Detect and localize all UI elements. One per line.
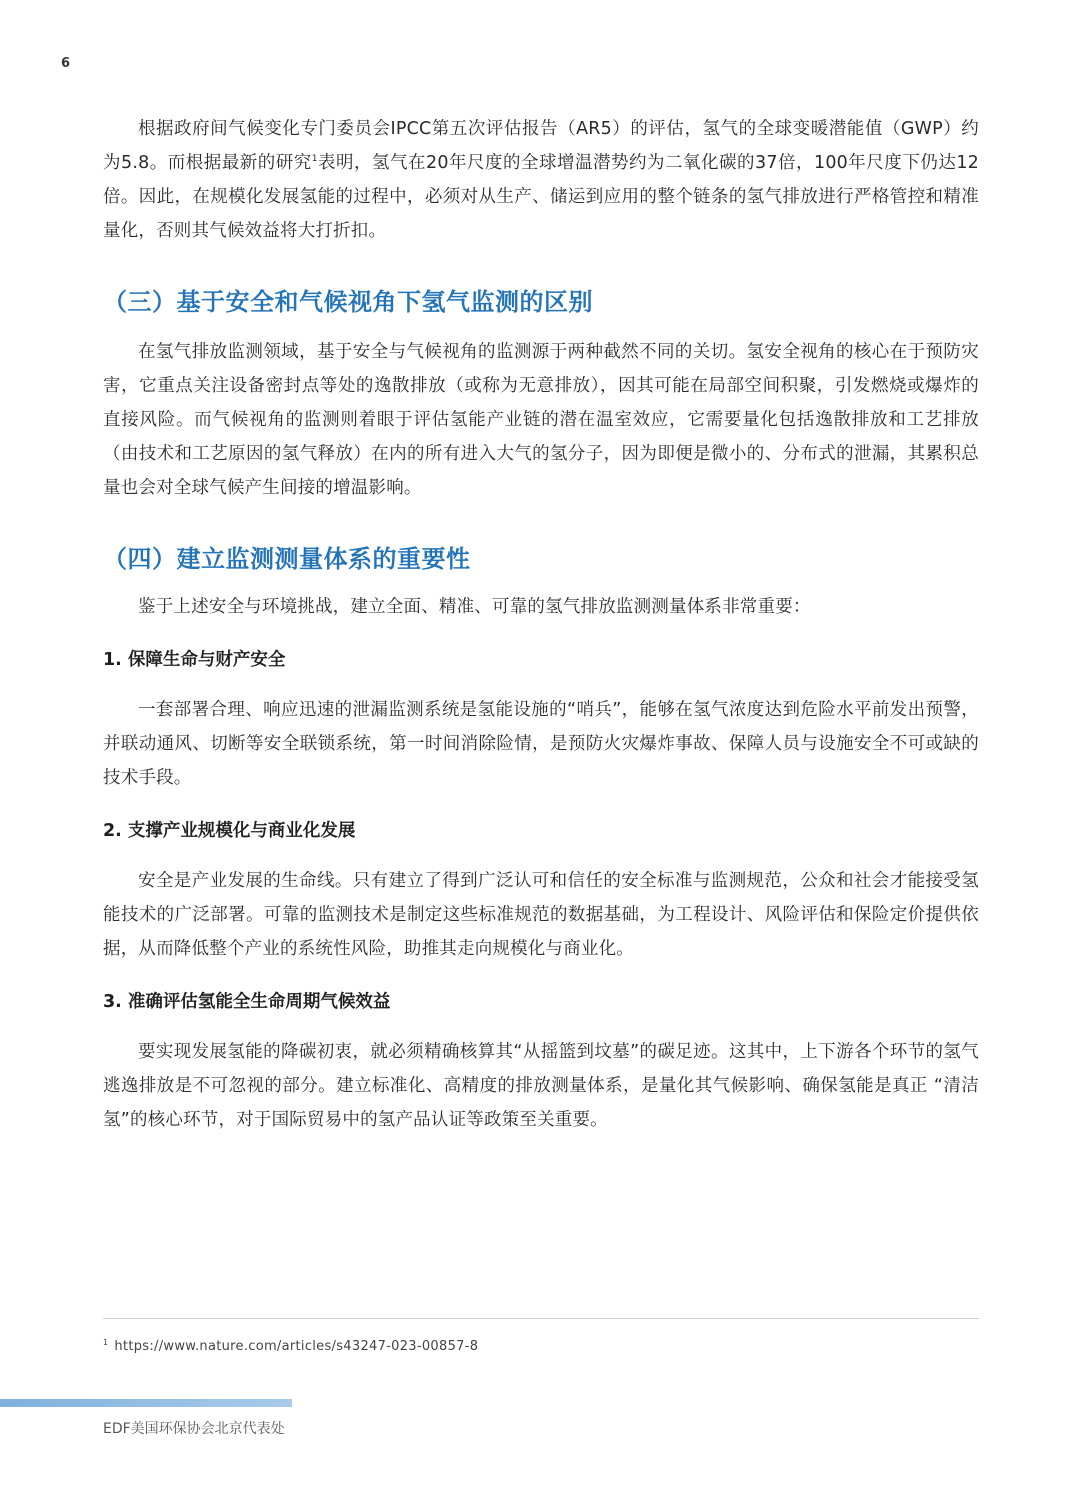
footnote-reference[interactable]: 1 (311, 154, 318, 165)
footnote (103, 1339, 478, 1354)
item-3-paragraph: 要实现发展氢能的降碳初衷，就必须精确核算其“从摇篮到坟墓”的碳足迹。这其中，上下游各个环节的氢气逃逸排放是不可忽视的部分。建立标准化、高精度的排放测量体系，是量化其气候影响、确保氢能是真正 “清洁氢”的核心环节，对于国际贸易中的氢产品认证等政策至关重要。 (103, 1042, 979, 1130)
section-4-heading: （四）建立监测测量体系的重要性 (103, 545, 471, 573)
footnote-divider (103, 1318, 979, 1319)
main-content (103, 112, 979, 1137)
item-3-heading: 3. 准确评估氢能全生命周期气候效益 (103, 992, 391, 1012)
section-4-intro: 鉴于上述安全与环境挑战，建立全面、精准、可靠的氢气排放监测测量体系非常重要： (138, 597, 811, 617)
intro-text-part2: 表明，氢气在20年尺度的全球增温潜势约为二氧化碳的37倍，100年尺度下仍达12倍。因此，在规模化发展氢能的过程中，必须对从生产、储运到应用的整个链条的氢气排放进行严格管控和精准量化，否则其气候效益将大打折扣。 (103, 153, 979, 241)
page-number: 6 (61, 56, 71, 71)
item-1-heading: 1. 保障生命与财产安全 (103, 650, 286, 670)
footer-accent-bar (0, 1399, 292, 1407)
item-2-heading: 2. 支撑产业规模化与商业化发展 (103, 821, 356, 841)
item-2-paragraph: 安全是产业发展的生命线。只有建立了得到广泛认可和信任的安全标准与监测规范，公众和社会才能接受氢能技术的广泛部署。可靠的监测技术是制定这些标准规范的数据基础，为工程设计、风险评估和保险定价提供依据，从而降低整个产业的系统性风险，助推其走向规模化与商业化。 (103, 871, 979, 959)
intro-paragraph (103, 112, 979, 248)
footnote-marker: 1 (103, 1337, 109, 1347)
footer-organization: EDF美国环保协会北京代表处 (103, 1421, 285, 1437)
footnote-link[interactable]: https://www.nature.com/articles/s43247-023-00857-8 (114, 1339, 479, 1354)
item-1-paragraph: 一套部署合理、响应迅速的泄漏监测系统是氢能设施的“哨兵”，能够在氢气浓度达到危险水平前发出预警，并联动通风、切断等安全联锁系统，第一时间消除险情，是预防火灾爆炸事故、保障人员与设施安全不可或缺的技术手段。 (103, 700, 979, 788)
section-3-heading: （三）基于安全和气候视角下氢气监测的区别 (103, 288, 593, 316)
section-3-paragraph: 在氢气排放监测领域，基于安全与气候视角的监测源于两种截然不同的关切。氢安全视角的核心在于预防灾害，它重点关注设备密封点等处的逸散排放（或称为无意排放），因其可能在局部空间积聚，引发燃烧或爆炸的直接风险。而气候视角的监测则着眼于评估氢能产业链的潜在温室效应，它需要量化包括逸散排放和工艺排放（由技术和工艺原因的氢气释放）在内的所有进入大气的氢分子，因为即便是微小的、分布式的泄漏，其累积总量也会对全球气候产生间接的增温影响。 (103, 342, 979, 498)
intro-text-part1: 根据政府间气候变化专门委员会IPCC第五次评估报告（AR5）的评估，氢气的全球变暖潜能值（GWP）约为5.8。而根据最新的研究 (103, 119, 979, 173)
